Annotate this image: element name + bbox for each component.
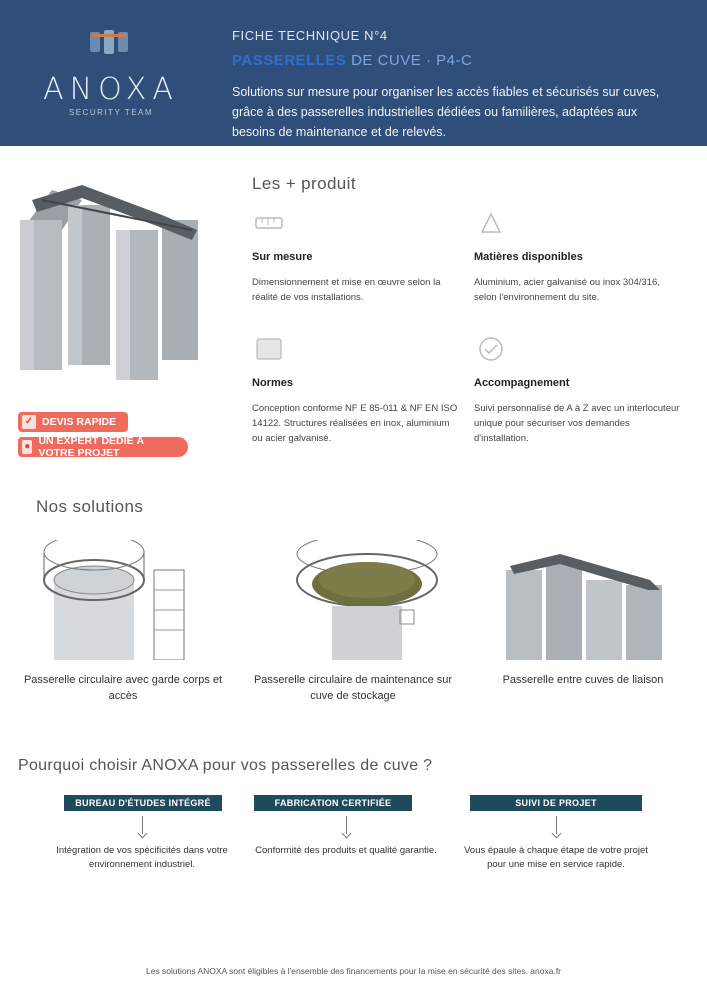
feature-text: Suivi personnalisé de A à Z avec un interlocuteur unique pour sécuriser vos demandes d'installation. — [474, 403, 680, 444]
why-item-text: Vous épaule à chaque étape de votre projet pour une mise en service rapide. — [464, 845, 648, 870]
material-icon — [474, 208, 508, 238]
solutions-section-title: Nos solutions — [36, 497, 144, 516]
logo-tagline: SECURITY TEAM — [68, 108, 154, 117]
certificate-icon — [252, 334, 286, 364]
header-description: Solutions sur mesure pour organiser les accès fiables et sécurisés sur cuves, grâce à des passerelles industrielles dédiées ou familières, adaptées aux besoins de maintenance et de relevés. — [232, 85, 660, 139]
solution-caption: Passerelle circulaire de maintenance sur cuve de stockage — [253, 674, 453, 702]
why-item-label: BUREAU D'ÉTUDES INTÉGRÉ — [64, 795, 222, 811]
logo-emblem-icon — [88, 28, 130, 56]
product-section-title: Les + produit — [252, 174, 356, 193]
logo-wordmark: ANOXA — [43, 72, 179, 107]
feature-card — [474, 208, 684, 305]
circular-walkway-image — [34, 540, 204, 660]
arrow-down-icon — [342, 829, 352, 839]
header-banner — [0, 0, 707, 146]
badge-label: UN EXPERT DÉDIÉ À VOTRE PROJET — [38, 435, 145, 459]
feature-name: Matières disponibles — [474, 251, 583, 263]
feature-text: Aluminium, acier galvanisé ou inox 304/316, selon l'environnement du site. — [474, 277, 660, 303]
arrow-down-icon — [138, 829, 148, 839]
feature-text: Conception conforme NF E 85-011 & NF EN ISO 14122. Structures réalisées en inox, aluminium ou acier galvanisé. — [252, 403, 458, 444]
user-icon: ● — [22, 440, 32, 454]
why-item-text: Conformité des produits et qualité garantie. — [255, 845, 437, 856]
expert-badge[interactable] — [18, 437, 188, 457]
solution-caption: Passerelle entre cuves de liaison — [502, 674, 664, 686]
arrow-down-icon — [552, 829, 562, 839]
why-section-title: Pourquoi choisir ANOXA pour vos passerelles de cuve ? — [18, 757, 433, 774]
anoxa-logo[interactable] — [36, 22, 186, 122]
title-bold: PASSERELLES — [232, 52, 347, 69]
document-title — [232, 52, 472, 69]
feature-card — [252, 334, 462, 446]
badge-label: DEVIS RAPIDE — [42, 416, 117, 428]
quick-quote-badge[interactable] — [18, 412, 128, 432]
feature-name: Sur mesure — [252, 251, 313, 263]
check-icon: ✓ — [22, 415, 36, 429]
bridge-walkway-image — [500, 540, 670, 660]
title-light: DE CUVE · P4-C — [351, 52, 473, 69]
feature-name: Normes — [252, 377, 293, 389]
feature-card — [252, 208, 462, 305]
handshake-icon — [474, 334, 508, 364]
solution-caption: Passerelle circulaire avec garde corps et accès — [23, 674, 223, 702]
document-kicker: FICHE TECHNIQUE N°4 — [232, 28, 388, 43]
tank-walkway-hero-image — [12, 160, 212, 380]
maintenance-walkway-image — [282, 540, 452, 660]
why-item-label: SUIVI DE PROJET — [470, 795, 642, 811]
why-item-label: FABRICATION CERTIFIÉE — [254, 795, 412, 811]
ruler-icon — [252, 208, 286, 238]
feature-text: Dimensionnement et mise en œuvre selon la réalité de vos installations. — [252, 277, 441, 303]
why-item-text: Intégration de vos spécificités dans votre environnement industriel. — [56, 845, 228, 870]
feature-name: Accompagnement — [474, 377, 570, 389]
footer-note: Les solutions ANOXA sont éligibles à l'ensemble des financements pour la mise en sécurité des sites. anoxa.fr — [145, 966, 562, 976]
feature-card — [474, 334, 684, 446]
